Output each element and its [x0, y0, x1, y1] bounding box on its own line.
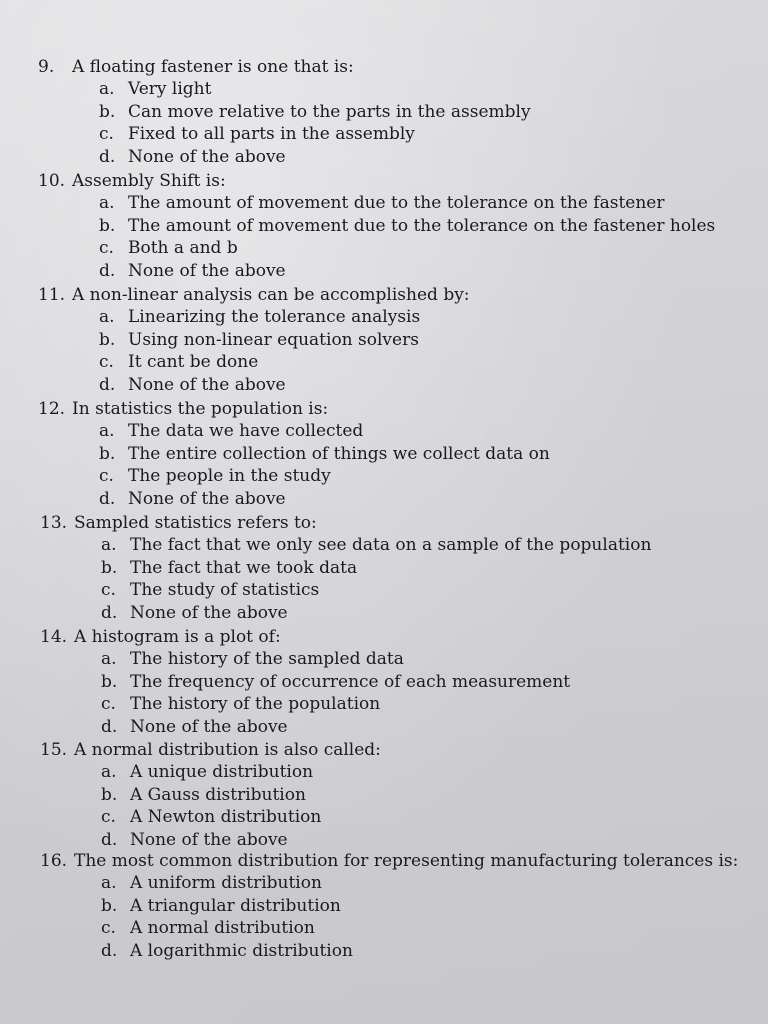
option-letter: d. [101, 941, 118, 962]
option-letter: b. [99, 443, 116, 464]
option-letter: a. [101, 649, 117, 669]
option-text: Can move relative to the parts in the assembly [128, 101, 531, 122]
option-text: The amount of movement due to the tolerance on the fastener [128, 193, 665, 213]
option-d [40, 716, 570, 739]
option-text: None of the above [128, 147, 286, 168]
option-text: The data we have collected [128, 421, 364, 441]
option-text: A logarithmic distribution [130, 941, 353, 962]
option-letter: c. [99, 466, 114, 487]
option-c [40, 693, 570, 716]
option-b [40, 557, 651, 580]
option-text: A Newton distribution [130, 807, 322, 828]
option-letter: a. [101, 535, 117, 555]
question-15 [40, 739, 381, 852]
option-text: Very light [128, 79, 212, 99]
question-stem [40, 739, 381, 761]
option-text: A Gauss distribution [130, 784, 306, 805]
option-b [38, 101, 531, 124]
question-number: 13. [40, 513, 68, 533]
option-text: It cant be done [128, 352, 259, 373]
question-text: The most common distribution for representing manufacturing tolerances is: [74, 851, 739, 871]
option-letter: a. [99, 193, 115, 213]
option-c [40, 806, 381, 829]
option-text: Linearizing the tolerance analysis [128, 307, 421, 327]
option-letter: d. [101, 717, 118, 738]
question-number: 12. [38, 399, 66, 419]
question-stem [38, 56, 531, 78]
option-text: None of the above [128, 489, 286, 510]
option-text: The fact that we only see data on a sample of the population [130, 535, 652, 555]
question-stem [40, 512, 651, 534]
question-11 [38, 284, 470, 397]
option-text: Fixed to all parts in the assembly [128, 124, 415, 145]
option-text: None of the above [128, 375, 286, 396]
question-number: 10. [38, 171, 66, 191]
question-text: Sampled statistics refers to: [74, 513, 317, 533]
question-10 [38, 170, 715, 283]
option-letter: b. [101, 784, 118, 805]
question-9 [38, 56, 531, 169]
option-text: None of the above [130, 603, 288, 624]
option-a [40, 648, 570, 671]
option-text: Both a and b [128, 238, 238, 259]
question-13 [40, 512, 651, 625]
option-a [40, 872, 738, 895]
option-b [40, 895, 738, 918]
option-letter: a. [101, 762, 117, 782]
option-b [38, 215, 715, 238]
option-letter: d. [101, 603, 118, 624]
option-c [40, 917, 738, 940]
option-letter: c. [99, 124, 114, 145]
question-text: In statistics the population is: [72, 399, 329, 419]
question-number: 16. [40, 851, 68, 871]
option-text: The entire collection of things we collect data on [128, 443, 550, 464]
option-letter: b. [99, 215, 116, 236]
option-d [40, 602, 651, 625]
option-d [40, 829, 381, 852]
option-text: A unique distribution [130, 762, 314, 782]
question-14 [40, 626, 570, 739]
option-a [40, 761, 381, 784]
question-number: 9. [38, 57, 55, 77]
option-text: A uniform distribution [130, 873, 322, 893]
option-letter: c. [101, 807, 116, 828]
option-c [38, 351, 470, 374]
option-text: The amount of movement due to the tolerance on the fastener holes [128, 215, 716, 236]
option-letter: d. [101, 830, 118, 851]
option-text: A triangular distribution [130, 895, 341, 916]
option-letter: d. [99, 261, 116, 282]
option-letter: d. [99, 375, 116, 396]
question-stem [40, 850, 738, 872]
option-d [38, 374, 470, 397]
question-text: A normal distribution is also called: [74, 740, 381, 760]
option-text: The people in the study [128, 466, 331, 487]
option-letter: c. [101, 918, 116, 939]
option-text: The fact that we took data [130, 557, 358, 578]
option-letter: b. [101, 671, 118, 692]
option-c [40, 579, 651, 602]
option-a [38, 192, 715, 215]
option-c [38, 237, 715, 260]
question-stem [38, 170, 715, 192]
option-a [38, 420, 550, 443]
option-letter: d. [99, 489, 116, 510]
option-text: The study of statistics [130, 580, 320, 601]
question-stem [38, 398, 550, 420]
option-d [38, 488, 550, 511]
option-letter: a. [99, 307, 115, 327]
option-text: The history of the sampled data [130, 649, 404, 669]
option-text: A normal distribution [130, 918, 315, 939]
option-a [40, 534, 651, 557]
option-b [40, 784, 381, 807]
option-text: The frequency of occurrence of each measurement [130, 671, 571, 692]
option-letter: d. [99, 147, 116, 168]
option-b [38, 443, 550, 466]
option-letter: c. [101, 694, 116, 715]
question-number: 11. [38, 285, 66, 305]
question-text: A non-linear analysis can be accomplished by: [72, 285, 470, 305]
option-letter: a. [99, 421, 115, 441]
option-letter: b. [101, 557, 118, 578]
option-text: None of the above [128, 261, 286, 282]
option-b [40, 671, 570, 694]
question-16 [40, 850, 738, 963]
option-letter: b. [101, 895, 118, 916]
option-b [38, 329, 470, 352]
option-text: None of the above [130, 717, 288, 738]
option-letter: c. [101, 580, 116, 601]
option-letter: b. [99, 329, 116, 350]
option-letter: c. [99, 352, 114, 373]
question-12 [38, 398, 550, 511]
option-c [38, 123, 531, 146]
option-d [38, 260, 715, 283]
option-letter: b. [99, 101, 116, 122]
option-text: The history of the population [130, 694, 381, 715]
option-a [38, 78, 531, 101]
option-d [40, 940, 738, 963]
option-c [38, 465, 550, 488]
option-a [38, 306, 470, 329]
option-text: None of the above [130, 830, 288, 851]
question-number: 15. [40, 740, 68, 760]
question-number: 14. [40, 627, 68, 647]
option-text: Using non-linear equation solvers [128, 329, 419, 350]
question-text: A histogram is a plot of: [74, 627, 281, 647]
question-stem [38, 284, 470, 306]
option-d [38, 146, 531, 169]
question-text: Assembly Shift is: [72, 171, 226, 191]
question-text: A floating fastener is one that is: [72, 57, 354, 77]
question-stem [40, 626, 570, 648]
option-letter: a. [101, 873, 117, 893]
option-letter: a. [99, 79, 115, 99]
option-letter: c. [99, 238, 114, 259]
